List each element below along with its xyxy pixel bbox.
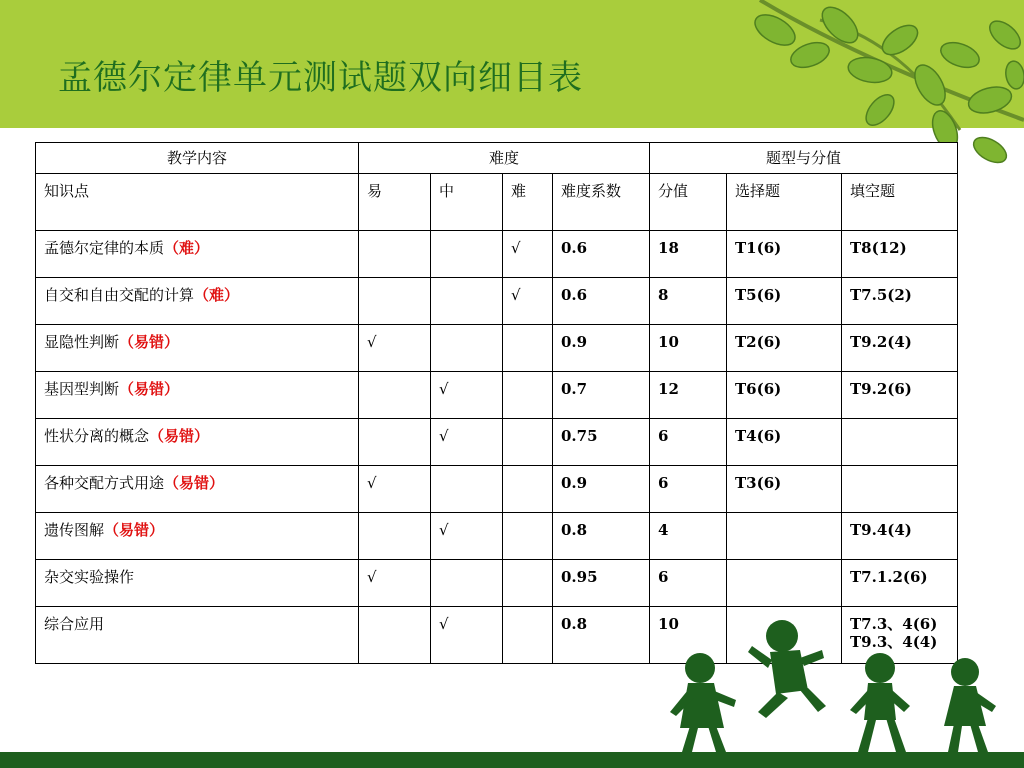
cell-coef: 0.7 xyxy=(553,372,650,419)
topic-tag: （难） xyxy=(194,286,240,304)
cell-score: 12 xyxy=(650,372,727,419)
fill-line-2: T9.3、4(4) xyxy=(850,633,938,651)
page-title: 孟德尔定律单元测试题双向细目表 xyxy=(58,58,583,98)
cell-medium: √ xyxy=(431,419,503,466)
cell-fill: T7.5(2) xyxy=(842,278,958,325)
topic-tag: （难） xyxy=(164,239,210,257)
cell-score: 18 xyxy=(650,231,727,278)
cell-coef: 0.95 xyxy=(553,560,650,607)
cell-score: 6 xyxy=(650,419,727,466)
subheader-easy: 易 xyxy=(359,174,431,231)
cell-choice: T5(6) xyxy=(727,278,842,325)
cell-coef: 0.9 xyxy=(553,325,650,372)
cell-fill: T9.2(4) xyxy=(842,325,958,372)
cell-coef: 0.75 xyxy=(553,419,650,466)
subheader-fill: 填空题 xyxy=(842,174,958,231)
subheader-choice: 选择题 xyxy=(727,174,842,231)
cell-coef: 0.8 xyxy=(553,607,650,664)
cell-medium: √ xyxy=(431,607,503,664)
cell-coef: 0.8 xyxy=(553,513,650,560)
subheader-hard: 难 xyxy=(503,174,553,231)
subheader-coef: 难度系数 xyxy=(553,174,650,231)
cell-coef: 0.9 xyxy=(553,466,650,513)
header-type-score: 题型与分值 xyxy=(650,143,958,174)
topic-text: 杂交实验操作 xyxy=(44,568,135,586)
topic-tag: （易错） xyxy=(149,427,210,445)
cell-score: 6 xyxy=(650,560,727,607)
subheader-medium: 中 xyxy=(431,174,503,231)
topic-text: 显隐性判断 xyxy=(44,333,120,351)
topic-tag: （易错） xyxy=(119,333,180,351)
cell-score: 6 xyxy=(650,466,727,513)
cell-easy: √ xyxy=(359,466,431,513)
cell-fill: T9.2(6) xyxy=(842,372,958,419)
cell-hard: √ xyxy=(503,231,553,278)
header-difficulty: 难度 xyxy=(359,143,650,174)
cell-choice: T3(6) xyxy=(727,466,842,513)
cell-choice: T6(6) xyxy=(727,372,842,419)
cell-fill: T7.1.2(6) xyxy=(842,560,958,607)
topic-text: 综合应用 xyxy=(44,615,105,633)
cell-coef: 0.6 xyxy=(553,231,650,278)
cell-score: 8 xyxy=(650,278,727,325)
subheader-score: 分值 xyxy=(650,174,727,231)
cell-score: 4 xyxy=(650,513,727,560)
cell-choice: T4(6) xyxy=(727,419,842,466)
header-content: 教学内容 xyxy=(36,143,359,174)
topic-text: 自交和自由交配的计算 xyxy=(44,286,195,304)
cell-choice: T2(6) xyxy=(727,325,842,372)
cell-easy: √ xyxy=(359,325,431,372)
subheader-knowledge: 知识点 xyxy=(36,174,359,231)
cell-fill: T9.4(4) xyxy=(842,513,958,560)
cell-coef: 0.6 xyxy=(553,278,650,325)
cell-choice: T1(6) xyxy=(727,231,842,278)
topic-text: 孟德尔定律的本质 xyxy=(44,239,165,257)
fill-line-1: T7.3、4(6) xyxy=(850,615,938,633)
topic-text: 性状分离的概念 xyxy=(44,427,150,445)
topic-tag: （易错） xyxy=(164,474,225,492)
cell-medium: √ xyxy=(431,372,503,419)
topic-text: 基因型判断 xyxy=(44,380,120,398)
topic-tag: （易错） xyxy=(119,380,180,398)
cell-score: 10 xyxy=(650,607,727,664)
bottom-band xyxy=(0,752,1024,768)
cell-hard: √ xyxy=(503,278,553,325)
topic-tag: （易错） xyxy=(104,521,165,539)
cell-score: 10 xyxy=(650,325,727,372)
cell-fill: T8(12) xyxy=(842,231,958,278)
cell-medium: √ xyxy=(431,513,503,560)
topic-text: 遗传图解 xyxy=(44,521,105,539)
topic-text: 各种交配方式用途 xyxy=(44,474,165,492)
cell-easy: √ xyxy=(359,560,431,607)
